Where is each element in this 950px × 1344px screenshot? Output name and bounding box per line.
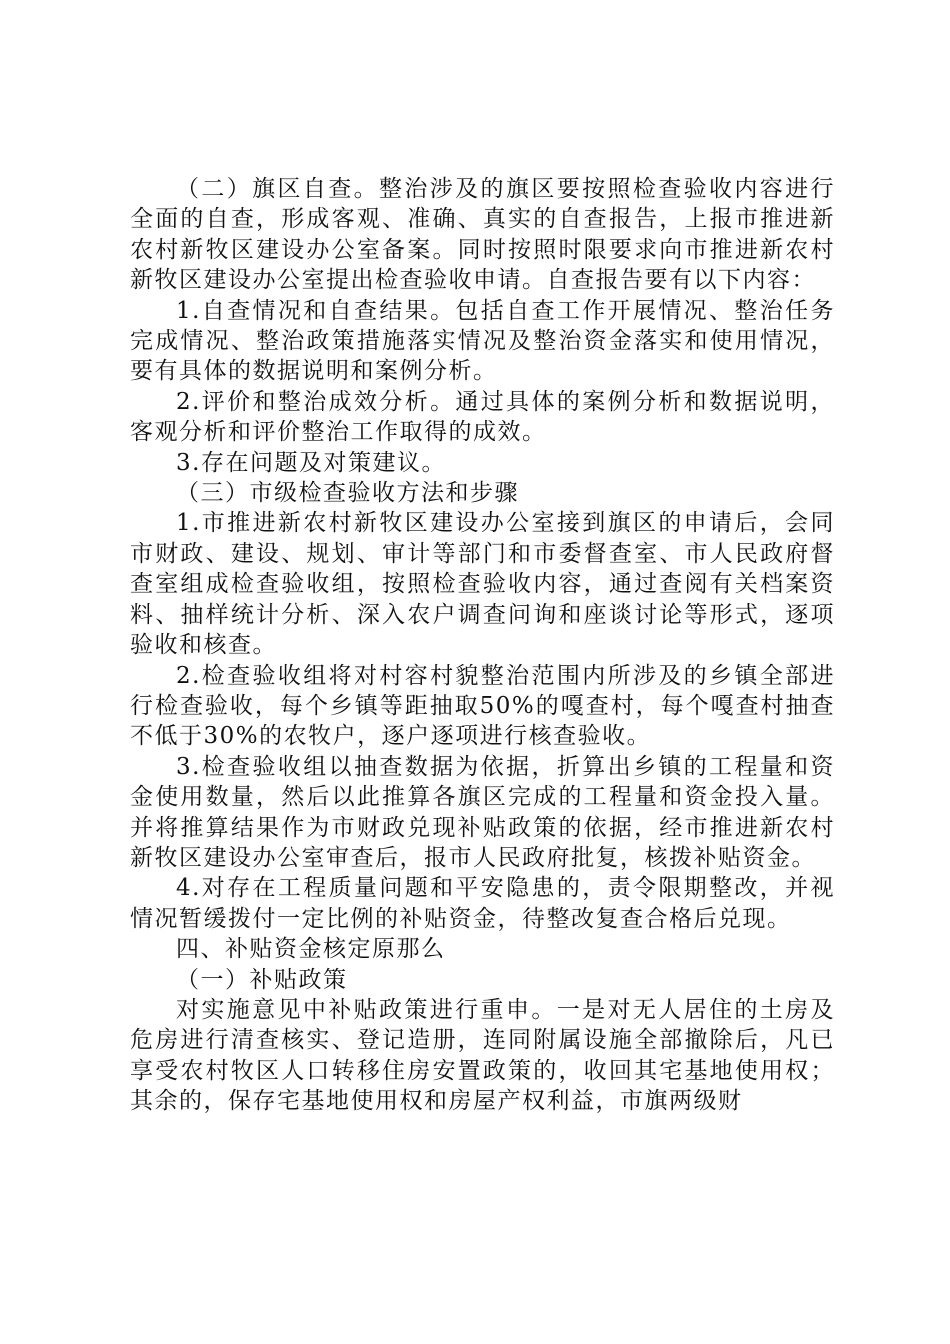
document-body [130, 174, 835, 1117]
paragraph-step-1: 1.市推进新农村新牧区建设办公室接到旗区的申请后，会同市财政、建设、规划、审计等部门和市委督查室、市人民政府督查室组成检查验收组，按照检查验收内容，通过查阅有关档案资料、抽样统计分析、深入农户调查问询和座谈讨论等形式，逐项验收和核查。 [130, 510, 835, 659]
paragraph-step-2: 2.检查验收组将对村容村貌整治范围内所涉及的乡镇全部进行检查验收，每个乡镇等距抽取50%的嘎查村，每个嘎查村抽查不低于30%的农牧户，逐户逐项进行核查验收。 [130, 662, 835, 750]
paragraph-item-1: 1.自查情况和自查结果。包括自查工作开展情况、整治任务完成情况、整治政策措施落实情况及整治资金落实和使用情况，要有具体的数据说明和案例分析。 [130, 297, 835, 385]
section-heading-subsidy-policy: （一）补贴政策 [176, 966, 348, 993]
paragraph-item-3: 3.存在问题及对策建议。 [176, 449, 446, 476]
paragraph-self-inspection: （二）旗区自查。整治涉及的旗区要按照检查验收内容进行全面的自查，形成客观、准确、真实的自查报告，上报市推进新农村新牧区建设办公室备案。同时按照时限要求向市推进新农村新牧区建设办公室提出检查验收申请。自查报告要有以下内容： [130, 176, 835, 294]
paragraph-step-4: 4.对存在工程质量问题和平安隐患的，责令限期整改，并视情况暂缓拨付一定比例的补贴资金，待整改复查合格后兑现。 [130, 875, 835, 932]
section-heading-city-inspection: （三）市级检查验收方法和步骤 [176, 480, 519, 507]
paragraph-subsidy-policy: 对实施意见中补贴政策进行重申。一是对无人居住的土房及危房进行清查核实、登记造册，连同附属设施全部撤除后，凡已享受农村牧区人口转移住房安置政策的，收回其宅基地使用权；其余的，保存宅基地使用权和房屋产权利益，市旗两级财 [130, 996, 835, 1115]
section-heading-subsidy-principles: 四、补贴资金核定原那么 [176, 936, 446, 963]
paragraph-step-3: 3.检查验收组以抽查数据为依据，折算出乡镇的工程量和资金使用数量，然后以此推算各旗区完成的工程量和资金投入量。并将推算结果作为市财政兑现补贴政策的依据，经市推进新农村新牧区建设办公室审查后，报市人民政府批复，核拨补贴资金。 [130, 753, 835, 871]
paragraph-item-2: 2.评价和整治成效分析。通过具体的案例分析和数据说明，客观分析和评价整治工作取得的成效。 [130, 388, 835, 446]
